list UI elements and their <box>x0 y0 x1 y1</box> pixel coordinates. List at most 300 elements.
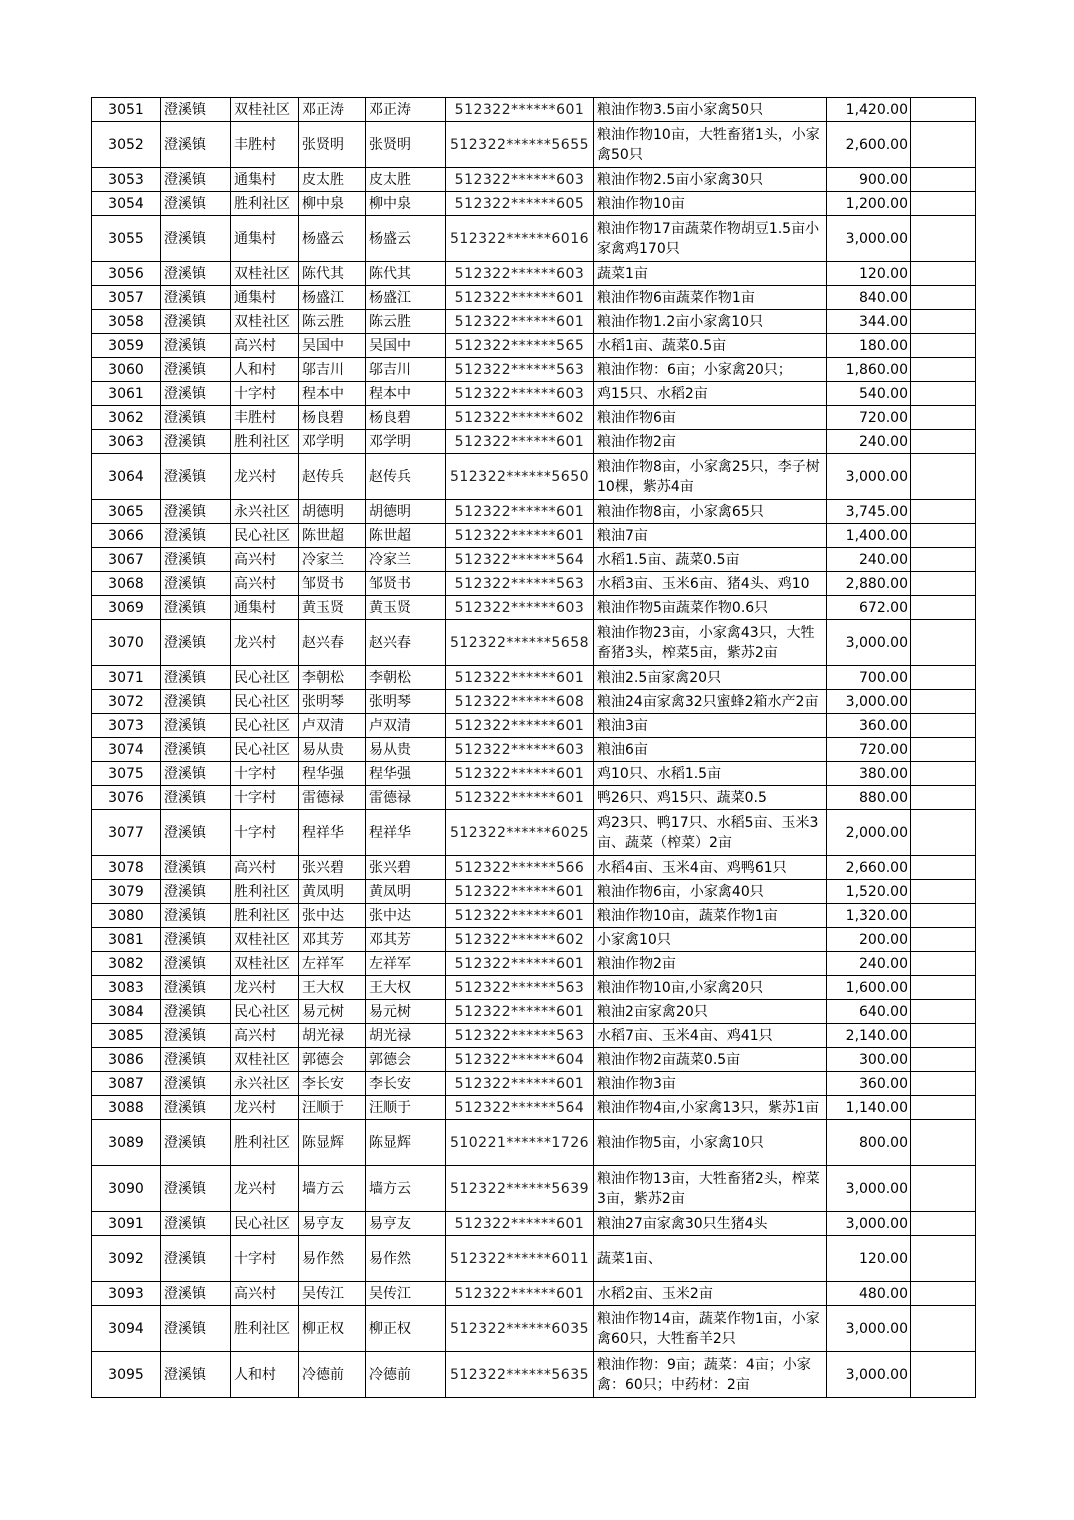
village-cell: 双桂社区 <box>231 1048 299 1072</box>
payee-name-cell: 皮太胜 <box>366 168 446 192</box>
name-cell: 陈世超 <box>299 524 366 548</box>
id-number-cell: 512322******605 <box>446 192 594 216</box>
table-row <box>92 1236 976 1282</box>
description-cell: 水稻1.5亩、蔬菜0.5亩 <box>594 548 827 572</box>
row-number-cell: 3075 <box>92 762 161 786</box>
id-number-cell: 512322******601 <box>446 952 594 976</box>
village-cell: 双桂社区 <box>231 928 299 952</box>
name-cell: 冷家兰 <box>299 548 366 572</box>
table-row <box>92 524 976 548</box>
id-number-cell: 512322******6025 <box>446 810 594 856</box>
amount-cell: 640.00 <box>827 1000 911 1024</box>
name-cell: 吴传江 <box>299 1282 366 1306</box>
name-cell: 陈显辉 <box>299 1120 366 1166</box>
description-cell: 粮油作物10亩，蔬菜作物1亩 <box>594 904 827 928</box>
village-cell: 龙兴村 <box>231 976 299 1000</box>
amount-cell: 480.00 <box>827 1282 911 1306</box>
amount-cell: 240.00 <box>827 548 911 572</box>
amount-cell: 3,745.00 <box>827 500 911 524</box>
amount-cell: 360.00 <box>827 1072 911 1096</box>
row-number-cell: 3053 <box>92 168 161 192</box>
id-number-cell: 512322******601 <box>446 1072 594 1096</box>
id-number-cell: 512322******564 <box>446 1096 594 1120</box>
village-cell: 永兴社区 <box>231 1072 299 1096</box>
description-cell: 水稻7亩、玉米4亩、鸡41只 <box>594 1024 827 1048</box>
amount-cell: 1,520.00 <box>827 880 911 904</box>
row-number-cell: 3060 <box>92 358 161 382</box>
amount-cell: 720.00 <box>827 738 911 762</box>
name-cell: 卢双清 <box>299 714 366 738</box>
description-cell: 粮油3亩 <box>594 714 827 738</box>
id-number-cell: 512322******601 <box>446 714 594 738</box>
description-cell: 粮油作物：6亩；小家禽20只； <box>594 358 827 382</box>
remark-cell <box>911 406 976 430</box>
id-number-cell: 512322******601 <box>446 500 594 524</box>
town-cell: 澄溪镇 <box>161 286 231 310</box>
id-number-cell: 512322******563 <box>446 572 594 596</box>
remark-cell <box>911 880 976 904</box>
id-number-cell: 512322******603 <box>446 596 594 620</box>
description-cell: 粮油作物5亩蔬菜作物0.6只 <box>594 596 827 620</box>
village-cell: 通集村 <box>231 168 299 192</box>
description-cell: 鸡23只、鸭17只、水稻5亩、玉米3亩、蔬菜（榨菜）2亩 <box>594 810 827 856</box>
table-row <box>92 548 976 572</box>
name-cell: 李长安 <box>299 1072 366 1096</box>
row-number-cell: 3052 <box>92 122 161 168</box>
payee-name-cell: 易亨友 <box>366 1212 446 1236</box>
town-cell: 澄溪镇 <box>161 1212 231 1236</box>
town-cell: 澄溪镇 <box>161 1024 231 1048</box>
table-row <box>92 122 976 168</box>
id-number-cell: 512322******601 <box>446 1212 594 1236</box>
amount-cell: 344.00 <box>827 310 911 334</box>
row-number-cell: 3081 <box>92 928 161 952</box>
village-cell: 民心社区 <box>231 666 299 690</box>
id-number-cell: 512322******603 <box>446 168 594 192</box>
row-number-cell: 3067 <box>92 548 161 572</box>
payee-name-cell: 邓学明 <box>366 430 446 454</box>
row-number-cell: 3058 <box>92 310 161 334</box>
town-cell: 澄溪镇 <box>161 524 231 548</box>
remark-cell <box>911 1166 976 1212</box>
town-cell: 澄溪镇 <box>161 880 231 904</box>
id-number-cell: 512322******6035 <box>446 1306 594 1352</box>
amount-cell: 120.00 <box>827 262 911 286</box>
remark-cell <box>911 690 976 714</box>
payee-name-cell: 陈云胜 <box>366 310 446 334</box>
description-cell: 粮油作物23亩，小家禽43只，大牲畜猪3头，榨菜5亩，紫苏2亩 <box>594 620 827 666</box>
amount-cell: 2,000.00 <box>827 810 911 856</box>
subsidy-table <box>91 97 976 1398</box>
village-cell: 高兴村 <box>231 334 299 358</box>
amount-cell: 840.00 <box>827 286 911 310</box>
payee-name-cell: 吴国中 <box>366 334 446 358</box>
town-cell: 澄溪镇 <box>161 928 231 952</box>
village-cell: 双桂社区 <box>231 98 299 122</box>
name-cell: 陈云胜 <box>299 310 366 334</box>
town-cell: 澄溪镇 <box>161 1072 231 1096</box>
town-cell: 澄溪镇 <box>161 430 231 454</box>
village-cell: 民心社区 <box>231 714 299 738</box>
id-number-cell: 512322******601 <box>446 1000 594 1024</box>
town-cell: 澄溪镇 <box>161 406 231 430</box>
row-number-cell: 3057 <box>92 286 161 310</box>
village-cell: 通集村 <box>231 286 299 310</box>
description-cell: 蔬菜1亩 <box>594 262 827 286</box>
description-cell: 粮油作物2亩 <box>594 430 827 454</box>
amount-cell: 240.00 <box>827 430 911 454</box>
id-number-cell: 512322******601 <box>446 430 594 454</box>
amount-cell: 2,140.00 <box>827 1024 911 1048</box>
amount-cell: 3,000.00 <box>827 1212 911 1236</box>
name-cell: 邬吉川 <box>299 358 366 382</box>
payee-name-cell: 李长安 <box>366 1072 446 1096</box>
name-cell: 程祥华 <box>299 810 366 856</box>
town-cell: 澄溪镇 <box>161 1096 231 1120</box>
description-cell: 粮油作物8亩，小家禽65只 <box>594 500 827 524</box>
description-cell: 粮油作物10亩 <box>594 192 827 216</box>
amount-cell: 3,000.00 <box>827 1352 911 1398</box>
amount-cell: 3,000.00 <box>827 216 911 262</box>
town-cell: 澄溪镇 <box>161 714 231 738</box>
description-cell: 粮油作物8亩，小家禽25只，李子树10棵，紫苏4亩 <box>594 454 827 500</box>
id-number-cell: 512322******602 <box>446 928 594 952</box>
village-cell: 胜利社区 <box>231 880 299 904</box>
id-number-cell: 512322******5655 <box>446 122 594 168</box>
town-cell: 澄溪镇 <box>161 952 231 976</box>
name-cell: 张兴碧 <box>299 856 366 880</box>
town-cell: 澄溪镇 <box>161 856 231 880</box>
table-row <box>92 286 976 310</box>
row-number-cell: 3085 <box>92 1024 161 1048</box>
village-cell: 高兴村 <box>231 572 299 596</box>
row-number-cell: 3063 <box>92 430 161 454</box>
description-cell: 粮油2亩家禽20只 <box>594 1000 827 1024</box>
name-cell: 陈代其 <box>299 262 366 286</box>
row-number-cell: 3084 <box>92 1000 161 1024</box>
amount-cell: 120.00 <box>827 1236 911 1282</box>
row-number-cell: 3062 <box>92 406 161 430</box>
payee-name-cell: 杨盛云 <box>366 216 446 262</box>
amount-cell: 800.00 <box>827 1120 911 1166</box>
village-cell: 十字村 <box>231 1236 299 1282</box>
id-number-cell: 512322******601 <box>446 904 594 928</box>
remark-cell <box>911 98 976 122</box>
row-number-cell: 3088 <box>92 1096 161 1120</box>
table-row <box>92 762 976 786</box>
amount-cell: 3,000.00 <box>827 1306 911 1352</box>
remark-cell <box>911 358 976 382</box>
town-cell: 澄溪镇 <box>161 382 231 406</box>
row-number-cell: 3064 <box>92 454 161 500</box>
village-cell: 胜利社区 <box>231 430 299 454</box>
village-cell: 龙兴村 <box>231 620 299 666</box>
name-cell: 赵兴春 <box>299 620 366 666</box>
remark-cell <box>911 714 976 738</box>
remark-cell <box>911 1024 976 1048</box>
town-cell: 澄溪镇 <box>161 310 231 334</box>
name-cell: 邹贤书 <box>299 572 366 596</box>
town-cell: 澄溪镇 <box>161 1306 231 1352</box>
name-cell: 易作然 <box>299 1236 366 1282</box>
town-cell: 澄溪镇 <box>161 762 231 786</box>
table-row <box>92 1212 976 1236</box>
payee-name-cell: 易作然 <box>366 1236 446 1282</box>
table-row <box>92 880 976 904</box>
remark-cell <box>911 168 976 192</box>
remark-cell <box>911 1236 976 1282</box>
name-cell: 张中达 <box>299 904 366 928</box>
id-number-cell: 512322******601 <box>446 524 594 548</box>
amount-cell: 2,880.00 <box>827 572 911 596</box>
table-row <box>92 1072 976 1096</box>
town-cell: 澄溪镇 <box>161 1120 231 1166</box>
row-number-cell: 3065 <box>92 500 161 524</box>
table-row <box>92 454 976 500</box>
town-cell: 澄溪镇 <box>161 548 231 572</box>
amount-cell: 1,140.00 <box>827 1096 911 1120</box>
payee-name-cell: 邓正涛 <box>366 98 446 122</box>
remark-cell <box>911 1212 976 1236</box>
village-cell: 高兴村 <box>231 856 299 880</box>
table-body <box>92 98 976 1398</box>
description-cell: 粮油作物6亩，小家禽40只 <box>594 880 827 904</box>
amount-cell: 200.00 <box>827 928 911 952</box>
remark-cell <box>911 976 976 1000</box>
remark-cell <box>911 1306 976 1352</box>
town-cell: 澄溪镇 <box>161 1166 231 1212</box>
name-cell: 程华强 <box>299 762 366 786</box>
row-number-cell: 3056 <box>92 262 161 286</box>
town-cell: 澄溪镇 <box>161 738 231 762</box>
village-cell: 胜利社区 <box>231 1120 299 1166</box>
remark-cell <box>911 122 976 168</box>
payee-name-cell: 墙方云 <box>366 1166 446 1212</box>
table-row <box>92 500 976 524</box>
town-cell: 澄溪镇 <box>161 810 231 856</box>
table-row <box>92 1306 976 1352</box>
table-row <box>92 1024 976 1048</box>
village-cell: 民心社区 <box>231 690 299 714</box>
id-number-cell: 512322******604 <box>446 1048 594 1072</box>
id-number-cell: 512322******564 <box>446 548 594 572</box>
village-cell: 龙兴村 <box>231 1096 299 1120</box>
table-row <box>92 192 976 216</box>
amount-cell: 1,320.00 <box>827 904 911 928</box>
payee-name-cell: 陈显辉 <box>366 1120 446 1166</box>
amount-cell: 3,000.00 <box>827 1166 911 1212</box>
row-number-cell: 3051 <box>92 98 161 122</box>
amount-cell: 1,200.00 <box>827 192 911 216</box>
table-row <box>92 358 976 382</box>
row-number-cell: 3066 <box>92 524 161 548</box>
payee-name-cell: 汪顺于 <box>366 1096 446 1120</box>
name-cell: 张明琴 <box>299 690 366 714</box>
description-cell: 粮油6亩 <box>594 738 827 762</box>
description-cell: 鸡15只、水稻2亩 <box>594 382 827 406</box>
amount-cell: 1,860.00 <box>827 358 911 382</box>
name-cell: 杨盛云 <box>299 216 366 262</box>
remark-cell <box>911 500 976 524</box>
village-cell: 丰胜村 <box>231 406 299 430</box>
row-number-cell: 3079 <box>92 880 161 904</box>
description-cell: 粮油作物3亩 <box>594 1072 827 1096</box>
town-cell: 澄溪镇 <box>161 358 231 382</box>
table-row <box>92 216 976 262</box>
payee-name-cell: 李朝松 <box>366 666 446 690</box>
description-cell: 粮油作物6亩 <box>594 406 827 430</box>
village-cell: 人和村 <box>231 1352 299 1398</box>
table-row <box>92 572 976 596</box>
payee-name-cell: 胡光禄 <box>366 1024 446 1048</box>
name-cell: 郭德会 <box>299 1048 366 1072</box>
description-cell: 粮油作物5亩，小家禽10只 <box>594 1120 827 1166</box>
remark-cell <box>911 572 976 596</box>
id-number-cell: 512322******601 <box>446 880 594 904</box>
payee-name-cell: 张贤明 <box>366 122 446 168</box>
town-cell: 澄溪镇 <box>161 216 231 262</box>
row-number-cell: 3090 <box>92 1166 161 1212</box>
table-row <box>92 976 976 1000</box>
payee-name-cell: 邬吉川 <box>366 358 446 382</box>
table-row <box>92 904 976 928</box>
village-cell: 丰胜村 <box>231 122 299 168</box>
row-number-cell: 3077 <box>92 810 161 856</box>
row-number-cell: 3078 <box>92 856 161 880</box>
id-number-cell: 512322******601 <box>446 98 594 122</box>
table-row <box>92 382 976 406</box>
village-cell: 胜利社区 <box>231 192 299 216</box>
village-cell: 高兴村 <box>231 1024 299 1048</box>
town-cell: 澄溪镇 <box>161 122 231 168</box>
id-number-cell: 512322******5635 <box>446 1352 594 1398</box>
id-number-cell: 512322******5658 <box>446 620 594 666</box>
town-cell: 澄溪镇 <box>161 666 231 690</box>
payee-name-cell: 柳正权 <box>366 1306 446 1352</box>
village-cell: 人和村 <box>231 358 299 382</box>
payee-name-cell: 赵兴春 <box>366 620 446 666</box>
row-number-cell: 3069 <box>92 596 161 620</box>
name-cell: 胡光禄 <box>299 1024 366 1048</box>
table-row <box>92 1120 976 1166</box>
row-number-cell: 3054 <box>92 192 161 216</box>
town-cell: 澄溪镇 <box>161 786 231 810</box>
row-number-cell: 3094 <box>92 1306 161 1352</box>
amount-cell: 360.00 <box>827 714 911 738</box>
remark-cell <box>911 1352 976 1398</box>
name-cell: 皮太胜 <box>299 168 366 192</box>
village-cell: 永兴社区 <box>231 500 299 524</box>
remark-cell <box>911 334 976 358</box>
amount-cell: 880.00 <box>827 786 911 810</box>
town-cell: 澄溪镇 <box>161 1352 231 1398</box>
description-cell: 粮油作物10亩，大牲畜猪1头，小家禽50只 <box>594 122 827 168</box>
village-cell: 十字村 <box>231 382 299 406</box>
amount-cell: 900.00 <box>827 168 911 192</box>
table-row <box>92 262 976 286</box>
description-cell: 水稻2亩、玉米2亩 <box>594 1282 827 1306</box>
amount-cell: 1,600.00 <box>827 976 911 1000</box>
payee-name-cell: 郭德会 <box>366 1048 446 1072</box>
remark-cell <box>911 1072 976 1096</box>
remark-cell <box>911 286 976 310</box>
table-row <box>92 168 976 192</box>
remark-cell <box>911 216 976 262</box>
id-number-cell: 512322******566 <box>446 856 594 880</box>
description-cell: 小家禽10只 <box>594 928 827 952</box>
name-cell: 杨良碧 <box>299 406 366 430</box>
town-cell: 澄溪镇 <box>161 98 231 122</box>
remark-cell <box>911 1120 976 1166</box>
town-cell: 澄溪镇 <box>161 334 231 358</box>
table-row <box>92 1352 976 1398</box>
description-cell: 粮油作物4亩,小家禽13只，紫苏1亩 <box>594 1096 827 1120</box>
table-row <box>92 430 976 454</box>
village-cell: 双桂社区 <box>231 262 299 286</box>
description-cell: 粮油作物10亩,小家禽20只 <box>594 976 827 1000</box>
name-cell: 赵传兵 <box>299 454 366 500</box>
name-cell: 黄玉贤 <box>299 596 366 620</box>
village-cell: 通集村 <box>231 596 299 620</box>
table-row <box>92 952 976 976</box>
description-cell: 蔬菜1亩、 <box>594 1236 827 1282</box>
remark-cell <box>911 454 976 500</box>
amount-cell: 720.00 <box>827 406 911 430</box>
payee-name-cell: 程祥华 <box>366 810 446 856</box>
description-cell: 水稻1亩、蔬菜0.5亩 <box>594 334 827 358</box>
id-number-cell: 512322******5650 <box>446 454 594 500</box>
remark-cell <box>911 548 976 572</box>
name-cell: 左祥军 <box>299 952 366 976</box>
remark-cell <box>911 192 976 216</box>
name-cell: 胡德明 <box>299 500 366 524</box>
name-cell: 李朝松 <box>299 666 366 690</box>
description-cell: 粮油24亩家禽32只蜜蜂2箱水产2亩 <box>594 690 827 714</box>
description-cell: 粮油7亩 <box>594 524 827 548</box>
row-number-cell: 3087 <box>92 1072 161 1096</box>
row-number-cell: 3061 <box>92 382 161 406</box>
table-row <box>92 928 976 952</box>
description-cell: 粮油作物2亩蔬菜0.5亩 <box>594 1048 827 1072</box>
row-number-cell: 3055 <box>92 216 161 262</box>
row-number-cell: 3083 <box>92 976 161 1000</box>
name-cell: 雷德禄 <box>299 786 366 810</box>
table-row <box>92 1282 976 1306</box>
description-cell: 粮油作物2.5亩小家禽30只 <box>594 168 827 192</box>
table-row <box>92 1166 976 1212</box>
village-cell: 双桂社区 <box>231 952 299 976</box>
row-number-cell: 3082 <box>92 952 161 976</box>
row-number-cell: 3073 <box>92 714 161 738</box>
remark-cell <box>911 620 976 666</box>
name-cell: 冷德前 <box>299 1352 366 1398</box>
payee-name-cell: 吴传江 <box>366 1282 446 1306</box>
description-cell: 粮油作物1.2亩小家禽10只 <box>594 310 827 334</box>
id-number-cell: 512322******6016 <box>446 216 594 262</box>
id-number-cell: 510221******1726 <box>446 1120 594 1166</box>
remark-cell <box>911 810 976 856</box>
row-number-cell: 3068 <box>92 572 161 596</box>
table-row <box>92 714 976 738</box>
row-number-cell: 3072 <box>92 690 161 714</box>
row-number-cell: 3059 <box>92 334 161 358</box>
amount-cell: 1,400.00 <box>827 524 911 548</box>
remark-cell <box>911 1282 976 1306</box>
description-cell: 粮油作物14亩，蔬菜作物1亩，小家禽60只，大牲畜羊2只 <box>594 1306 827 1352</box>
name-cell: 柳正权 <box>299 1306 366 1352</box>
village-cell: 通集村 <box>231 216 299 262</box>
id-number-cell: 512322******601 <box>446 1282 594 1306</box>
